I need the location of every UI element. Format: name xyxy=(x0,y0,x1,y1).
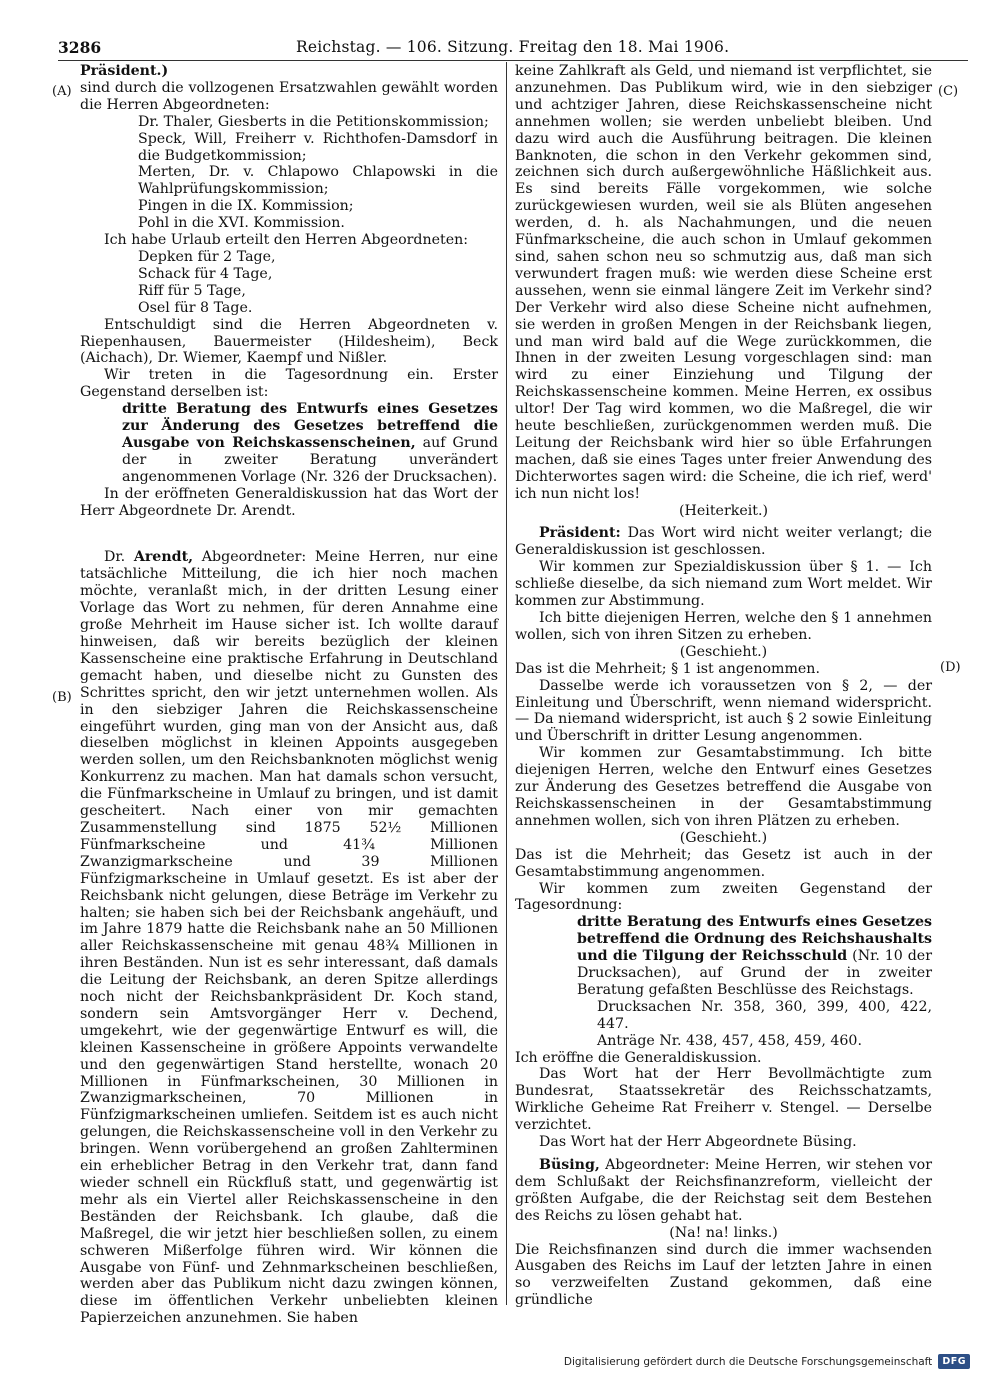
paragraph: Das ist die Mehrheit; § 1 ist angenommen. xyxy=(515,660,820,677)
paragraph: In der eröffneten Generaldiskussion hat das Wort der Herr Abgeordnete Dr. Arendt. xyxy=(80,485,498,519)
margin-marker-c: (C) xyxy=(938,84,959,99)
interjection: (Heiterkeit.) xyxy=(679,502,768,519)
list-item: Depken für 2 Tage, xyxy=(138,248,276,265)
margin-marker-b: (B) xyxy=(52,690,72,705)
committee-list xyxy=(80,114,498,232)
paragraph: Dasselbe werde ich voraussetzen von § 2, — der Einleitung und Überschrift, wenn niemand widerspricht. — Da niemand widerspricht, ist auch § 2 sowie Einleitung und Überschrift in dritter Lesung angenommen. xyxy=(515,677,932,745)
agenda-item xyxy=(80,401,498,486)
column-divider xyxy=(506,62,507,1305)
list-item: Dr. Thaler, Giesberts in die Petitionskommission; xyxy=(138,113,489,130)
list-item: Schack für 4 Tage, xyxy=(138,265,273,282)
right-column xyxy=(515,63,932,1309)
paragraph: Wir treten in die Tagesordnung ein. Erster Gegenstand derselben ist: xyxy=(80,367,498,401)
leave-list xyxy=(80,249,498,317)
paragraph: Ich eröffne die Generaldiskussion. xyxy=(515,1049,762,1066)
footer-text: Digitalisierung gefördert durch die Deutsche Forschungsgemeinschaft xyxy=(563,1355,933,1368)
page-header xyxy=(58,36,968,60)
list-item: Speck, Will, Freiherr v. Richthofen-Damsdorf in die Budgetkommission; xyxy=(138,130,498,164)
interjection: (Geschieht.) xyxy=(679,829,768,846)
paragraph: Das ist die Mehrheit; das Gesetz ist auch in der Gesamtabstimmung angenommen. xyxy=(515,846,932,880)
list-item: Osel für 8 Tage. xyxy=(138,299,253,316)
paragraph: Das Wort hat der Herr Abgeordnete Büsing. xyxy=(539,1134,857,1151)
interjection: (Na! na! links.) xyxy=(669,1224,778,1241)
speech xyxy=(515,1157,932,1225)
margin-marker-a: (A) xyxy=(52,84,72,99)
paragraph: sind durch die vollzogenen Ersatzwahlen gewählt worden die Herren Abgeordneten: xyxy=(80,79,498,113)
left-column xyxy=(80,63,498,1327)
speaker-prefix: Dr. xyxy=(104,549,134,566)
list-item: Pingen in die IX. Kommission; xyxy=(138,198,354,215)
agenda-title: dritte Beratung des Entwurfs eines Gesetzes zur Änderung des Gesetzes betreffend die Ausgabe von Reichskassenscheinen, xyxy=(122,401,498,451)
paragraph: Das Wort hat der Herr Bevollmächtigte zum Bundesrat, Staatssekretär des Reichsschatzamts, Wirkliche Geheime Rat Freiherr v. Stengel. — Derselbe verzichtet. xyxy=(515,1066,932,1134)
dfg-logo: DFG xyxy=(938,1354,970,1369)
speech-text: Das Wort wird nicht weiter verlangt; die Generaldiskussion ist geschlossen. xyxy=(515,525,932,559)
page-number: 3286 xyxy=(58,38,102,57)
list-item: Riff für 5 Tage, xyxy=(138,282,246,299)
paragraph: Ich habe Urlaub erteilt den Herren Abgeordneten: xyxy=(104,232,469,249)
paragraph: Ich bitte diejenigen Herren, welche den § 1 annehmen wollen, sich von ihren Sitzen zu erheben. xyxy=(515,610,932,643)
speaker-name: Büsing, xyxy=(539,1157,600,1173)
running-title: Reichstag. — 106. Sitzung. Freitag den 18. Mai 1906. xyxy=(296,38,730,56)
speech xyxy=(515,525,932,559)
paragraph: Wir kommen zur Gesamtabstimmung. Ich bitte diejenigen Herren, welche den Entwurf eines Gesetzes zur Änderung des Gesetzes betreffend die Ausgabe von Reichskassenscheinen in der Gesamtabstimmung annehmen wollen, sich von ihren Plätzen zu erheben. xyxy=(515,745,932,829)
paragraph: Wir kommen zur Spezialdiskussion über § 1. — Ich schließe dieselbe, da sich niemand zum Wort meldet. Wir kommen zur Abstimmung. xyxy=(515,559,932,610)
list-item: Pohl in die XVI. Kommission. xyxy=(138,215,345,232)
paragraph: Wir kommen zum zweiten Gegenstand der Tagesordnung: xyxy=(515,880,932,914)
speaker-name: Arendt, xyxy=(133,549,194,566)
list-item: Merten, Dr. v. Chlapowo Chlapowski in die Wahlprüfungskommission; xyxy=(138,164,498,198)
speaker-label: Präsident.) xyxy=(80,63,169,79)
digitization-footer xyxy=(564,1354,970,1369)
agenda-detail: auf Grund der in zweiter Beratung unverändert angenommenen Vorlage (Nr. 326 der Drucksachen). xyxy=(122,434,498,485)
interjection: (Geschieht.) xyxy=(679,643,768,660)
motion-references: Anträge Nr. 438, 457, 458, 459, 460. xyxy=(597,1032,862,1049)
speech-text: Abgeordneter: Meine Herren, nur eine tatsächliche Mitteilung, die ich hier noch machen möchte, veranlaßt mich, in der dritten Lesung einer Vorlage das Wort zu nehmen, für deren Annahme eine große Mehrheit im Hause sicher ist. Ich wollte darauf hinweisen, daß wir bereits bezüglich der kleinen Kassenscheine eine praktische Erfahrung in Deutschland gemacht haben, und dieselbe nicht zu Gunsten des Schrittes spricht, den wir jetzt unternehmen wollen. Als in den siebziger Jahren die Reichskassenscheine eingeführt wurden, ging man von der Ansicht aus, daß dieselben möglichst in kleinen Appoints ausgegeben werden sollen, um den Reichsbanknoten möglichst wenig Konkurrenz zu machen. Man hat damals schon versucht, die Fünfmarkscheine in Umlauf zu bringen, und ist damit gescheitert. Nach einer von mir gemachten Zusammenstellung sind 1875 52½ Millionen Fünfmarkscheine und 41¾ Millionen Zwanzigmarkscheine und 39 Millionen Fünfzigmarkscheine in Umlauf gesetzt. Es ist aber der Reichsbank nicht gelungen, diese Beträge im Verkehr zu halten; sie haben sich bei der Reichsbank angehäuft, und im Jahre 1879 hatte die Reichsbank nahe an 50 Millionen aller Reichskassenscheine mit genau 48¾ Millionen in ihren Beständen. Nun ist es sehr interessant, daß damals die Leitung der Reichsbank, an deren Spitze allerdings noch nicht der Reichsbankpräsident Dr. Koch stand, sondern sein Amtsvorgänger Herr v. Dechend, umgekehrt, wie der gegenwärtige Entwurf es will, die kleinen Kassenscheine in größere Appoints verwandelte und den gegenwärtigen Stand herstellte, wonach 20 Millionen in Fünfmarkscheinen, 30 Millionen in Zwanzigmarkscheinen, 70 Millionen in Fünfzigmarkscheinen umliefen. Seitdem ist es auch nicht gelungen, die Reichskassenscheine voll in den Verkehr zu bringen. Wenn vorübergehend an großen Zahlterminen ein erheblicher Betrag in den Verkehr trat, dann fand wieder schnell ein Rückfluß statt, und gegenwärtig ist mehr als ein Viertel aller Reichskassenscheine in den Beständen der Reichsbank. Ich glaube, daß die Maßregel, die wir jetzt hier beschließen sollen, zu einem schweren Mißerfolge führen wird. Wir können die Ausgabe von Fünf- und Zehnmarkscheinen beschließen, werden aber das Publikum nicht dazu zwingen können, diese im öffentlichen Verkehr unbeliebten kleinen Papierzeichen anzunehmen. Sie haben xyxy=(80,549,498,1327)
paragraph: Die Reichsfinanzen sind durch die immer wachsenden Ausgaben des Reichs im Lauf der letzten Jahre in einen so verzweifelten Zustand gekommen, daß eine gründliche xyxy=(515,1241,932,1309)
speaker-name: Präsident: xyxy=(539,525,621,542)
document-references: Drucksachen Nr. 358, 360, 399, 400, 422, 447. xyxy=(597,998,932,1032)
paragraph: keine Zahlkraft als Geld, und niemand ist verpflichtet, sie anzunehmen. Das Publikum wird, wie in den siebziger und achtziger Jahren, diese Reichskassenscheine nicht annehmen wollen; sie werden unbeliebt bleiben. Und dazu wird auch die Ausführung beitragen. Die kleinen Banknoten, die schon in den Verkehr gekommen sind, zeichnen sich durch außergewöhnliche Häßlichkeit aus. Es sind bereits Fälle vorgekommen, wie solche zurückgewiesen wurden, weil sie als Blüten angesehen werden, d. h. als Nachahmungen, und die neuen Fünfmarkscheine, die auch schon in Umlauf gekommen sind, sahen schon neu so schmutzig aus, daß man sich verwundert fragen muß: wie werden diese Scheine erst aussehen, wenn sie einmal längere Zeit im Verkehr sind? Der Verkehr wird also diese Scheine nicht aufnehmen, sie werden in großen Mengen in der Reichsbank liegen, und man wird bald auf die Wege zurückkommen, die Ihnen in der zweiten Lesung vorgeschlagen sind: man wird zu einer Einziehung und Tilgung der Reichskassenscheine kommen. Meine Herren, ex ossibus ultor! Der Tag wird kommen, wo die Maßregel, die wir heute beschließen, zurückgenommen werden muß. Die Leitung der Reichsbank wird hier so üble Erfahrungen machen, daß sie eines Tages unter freier Anwendung des Dichterwortes sagen wird: die Scheine, die ich rief, werd' ich nun nicht los! xyxy=(515,63,932,502)
paragraph: Entschuldigt sind die Herren Abgeordneten v. Riepenhausen, Bauermeister (Hildesheim), Beck (Aichach), Dr. Wiemer, Kaempf und Nißler. xyxy=(80,316,498,367)
speech xyxy=(80,549,498,1327)
margin-marker-d: (D) xyxy=(940,660,961,675)
agenda-title: dritte Beratung des Entwurfs eines Gesetzes betreffend die Ordnung des Reichshaushalts und die Tilgung der Reichsschuld xyxy=(577,914,932,965)
speech-text: Abgeordneter: Meine Herren, wir stehen vor dem Schlußakt der Reichsfinanzreform, vielleicht der größten Aufgabe, die der Reichstag seit dem Bestehen des Reichs zu lösen gehabt hat. xyxy=(515,1157,932,1224)
agenda-item xyxy=(515,914,932,999)
agenda-detail: (Nr. 10 der Drucksachen), auf Grund der in zweiter Beratung gefaßten Beschlüsse des Reichstags. xyxy=(577,948,932,998)
header-rule xyxy=(58,60,968,61)
